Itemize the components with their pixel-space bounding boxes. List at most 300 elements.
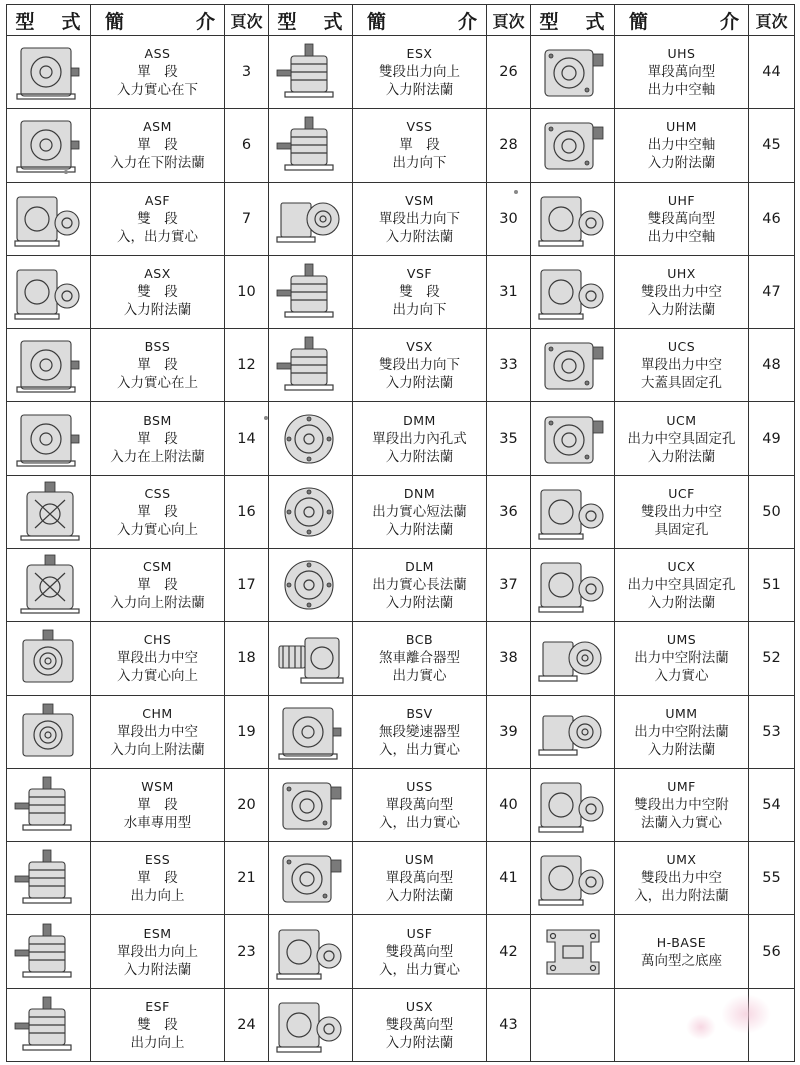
description-line: 入力在下附法蘭 [110,155,205,172]
model-description [353,768,487,841]
model-picture [269,915,353,988]
double-gearbox-icon [533,260,613,324]
description-line: 雙 段 [137,283,178,300]
description-line: 雙段萬向型 [385,1016,454,1033]
model-description [353,548,487,621]
page-number: 49 [749,402,795,475]
model-picture [269,475,353,548]
model-picture [269,329,353,402]
model-description [615,842,749,915]
model-code: USX [405,998,434,1014]
model-code: UHF [667,192,696,208]
model-description [91,768,225,841]
model-description [353,475,487,548]
model-picture [7,182,91,255]
page-number: 47 [749,255,795,328]
model-description [91,842,225,915]
description-line: 出力向下 [392,155,447,172]
description-line: 入力向上附法蘭 [110,741,205,758]
gearbox-universal-icon [533,407,613,471]
model-picture [269,109,353,182]
page-number: 19 [225,695,269,768]
header-page: 頁次 [487,5,531,36]
double-gearbox-icon [9,260,89,324]
model-picture [7,988,91,1061]
description-line: 出力向下 [392,301,447,318]
model-description [353,842,487,915]
table-row [7,915,795,988]
header-description: 簡 介 [353,5,487,36]
model-code: ESM [143,925,172,941]
header-model: 型 式 [531,5,615,36]
gearbox-round-icon [271,480,351,544]
description-line: 出力向上 [130,888,185,905]
description-line: 入，出力附法蘭 [634,888,729,905]
model-code: ESF [145,998,170,1014]
description-line: 單段出力中空 [117,650,198,667]
model-description [91,475,225,548]
description-line: 入力實心在上 [117,375,198,392]
gearbox-hollow-icon [9,700,89,764]
model-code: UCX [667,559,696,575]
model-picture [531,329,615,402]
model-code: ASS [144,46,171,62]
description-line: 出力實心長法蘭 [372,577,467,594]
model-description [615,329,749,402]
description-line: 單 段 [137,357,178,374]
model-description [91,255,225,328]
description-line: 出力實心短法蘭 [372,503,467,520]
page-number: 52 [749,622,795,695]
model-description [615,475,749,548]
description-line: 單段萬向型 [385,796,454,813]
description-line: 出力中空軸 [647,137,716,154]
description-line: 入力附法蘭 [385,448,454,465]
table-row [7,402,795,475]
model-code: VSX [406,339,433,355]
model-code: H-BASE [656,934,707,950]
header-row [7,5,795,36]
model-code: CSM [143,559,172,575]
description-line: 入力附法蘭 [385,228,454,245]
model-code: ESS [144,852,171,868]
model-picture [269,548,353,621]
description-line: 入力附法蘭 [385,595,454,612]
model-code: ASF [144,192,171,208]
gearbox-universal-icon [533,333,613,397]
table-row [7,182,795,255]
scan-stain [721,994,771,1034]
description-line: 雙 段 [137,210,178,227]
description-line: 入力在上附法蘭 [110,448,205,465]
double-gearbox-icon [271,993,351,1057]
model-picture [269,988,353,1061]
model-description [91,36,225,109]
description-line: 單 段 [137,503,178,520]
model-description [91,109,225,182]
page-number: 35 [487,402,531,475]
description-line: 無段變速器型 [379,723,460,740]
model-description [353,36,487,109]
description-line: 雙段出力中空附 [634,796,729,813]
gearbox-front-icon [9,113,89,177]
model-code: UMS [666,632,697,648]
description-line: 入力附法蘭 [385,82,454,99]
description-line: 單段出力中空 [641,357,722,374]
header-page: 頁次 [749,5,795,36]
model-code: WSM [141,778,174,794]
model-picture [7,402,91,475]
description-line: 雙段萬向型 [647,210,716,227]
description-line: 入力實心向上 [117,521,198,538]
gearbox-universal-icon [271,773,351,837]
description-line: 雙段出力中空 [641,503,722,520]
model-picture [269,695,353,768]
scan-speck [514,190,518,194]
page-number: 20 [225,768,269,841]
description-line: 雙段出力向上 [379,64,460,81]
header-page: 頁次 [225,5,269,36]
model-description [615,255,749,328]
page-number: 28 [487,109,531,182]
description-line: 單 段 [137,64,178,81]
gearbox-universal-icon [533,40,613,104]
page-number: 46 [749,182,795,255]
model-description [353,915,487,988]
model-picture [531,548,615,621]
model-picture [7,255,91,328]
double-gearbox-icon [533,480,613,544]
description-line: 雙段出力中空 [641,870,722,887]
description-line: 雙段萬向型 [385,943,454,960]
double-gearbox-icon [271,920,351,984]
model-description [91,622,225,695]
gearbox-vertical-icon [9,553,89,617]
description-line: 單段出力向上 [117,943,198,960]
gearbox-brake-icon [271,626,351,690]
gearbox-front-icon [9,333,89,397]
description-line: 雙 段 [399,283,440,300]
description-line: 單 段 [137,796,178,813]
page-number: 33 [487,329,531,402]
model-picture [269,768,353,841]
description-line: 入力向上附法蘭 [110,595,205,612]
gearbox-side-icon [271,260,351,324]
base-plate-icon [533,920,613,984]
model-picture [531,402,615,475]
table-row [7,768,795,841]
table-row [7,36,795,109]
gearbox-side-icon [9,773,89,837]
page-number: 18 [225,622,269,695]
page-number: 21 [225,842,269,915]
double-gearbox-icon [533,187,613,251]
catalog-sheet [6,4,794,1062]
model-index-table [6,4,795,1062]
model-code: CHM [142,705,173,721]
model-picture [531,622,615,695]
gearbox-side-icon [271,333,351,397]
model-picture [531,109,615,182]
description-line: 入，出力實心 [379,814,460,831]
gearbox-hollow-icon [9,626,89,690]
model-picture [531,36,615,109]
header-model: 型 式 [269,5,353,36]
model-code: USM [404,852,435,868]
description-line: 入力附法蘭 [647,741,716,758]
description-line: 出力中空具固定孔 [627,577,736,594]
model-code: UCM [666,412,697,428]
description-line: 入力實心向上 [117,668,198,685]
header-description: 簡 介 [615,5,749,36]
model-picture [269,402,353,475]
description-line: 出力中空附法蘭 [634,723,729,740]
model-code: UHX [667,265,696,281]
model-description [615,548,749,621]
model-description [91,548,225,621]
model-picture [7,915,91,988]
model-description [615,36,749,109]
model-description [91,329,225,402]
model-code: BSV [406,705,433,721]
model-description [615,915,749,988]
table-row [7,329,795,402]
description-line: 煞車離合器型 [379,650,460,667]
description-line: 單段萬向型 [647,64,716,81]
model-picture [531,475,615,548]
description-line: 單段出力中空 [117,723,198,740]
page-number: 23 [225,915,269,988]
page-number: 55 [749,842,795,915]
description-line: 入，出力實心 [379,961,460,978]
page-number: 42 [487,915,531,988]
page-number: 54 [749,768,795,841]
model-picture [7,109,91,182]
model-description [353,622,487,695]
model-picture [7,548,91,621]
model-code: ESX [406,46,433,62]
model-picture [531,988,615,1061]
description-line: 水車專用型 [123,814,192,831]
page-number: 17 [225,548,269,621]
model-picture [531,842,615,915]
model-code: UMF [667,778,696,794]
page-number: 39 [487,695,531,768]
page-number: 43 [487,988,531,1061]
page-number: 6 [225,109,269,182]
model-code: CSS [144,485,171,501]
gearbox-flange-icon [271,187,351,251]
description-line: 出力中空具固定孔 [627,430,736,447]
model-picture [269,182,353,255]
model-picture [7,622,91,695]
model-picture [7,695,91,768]
model-description [91,402,225,475]
model-code: USF [406,925,433,941]
model-picture [531,255,615,328]
model-picture [531,915,615,988]
page-number: 12 [225,329,269,402]
double-gearbox-icon [9,187,89,251]
model-picture [269,842,353,915]
description-line: 雙段出力向下 [379,357,460,374]
description-line: 出力中空附法蘭 [634,650,729,667]
description-line: 出力實心 [392,668,447,685]
description-line: 入，出力實心 [379,741,460,758]
model-picture [7,475,91,548]
gearbox-round-icon [271,553,351,617]
model-code: CHS [143,632,172,648]
description-line: 雙段出力中空 [641,283,722,300]
page-number: 26 [487,36,531,109]
table-row [7,255,795,328]
page-number: 45 [749,109,795,182]
model-code: USS [406,778,433,794]
page-number: 56 [749,915,795,988]
model-description [615,182,749,255]
model-code: UCS [667,339,696,355]
gearbox-vertical-icon [9,480,89,544]
page-number: 53 [749,695,795,768]
model-code: ASM [143,119,172,135]
gearbox-universal-icon [271,846,351,910]
table-row [7,475,795,548]
model-code: VSF [406,265,433,281]
model-code: DLM [405,559,434,575]
description-line: 入力附法蘭 [385,375,454,392]
double-gearbox-icon [533,553,613,617]
model-description [353,109,487,182]
double-gearbox-icon [533,846,613,910]
table-row [7,988,795,1061]
model-code: ASX [144,265,171,281]
description-line: 單 段 [399,137,440,154]
page-number: 50 [749,475,795,548]
model-code: UHM [666,119,697,135]
model-description [91,915,225,988]
model-description [91,988,225,1061]
page-number: 3 [225,36,269,109]
model-description [353,182,487,255]
model-description [353,329,487,402]
description-line: 萬向型之底座 [641,952,722,969]
description-line: 雙 段 [137,1016,178,1033]
header-description: 簡 介 [91,5,225,36]
model-description [353,988,487,1061]
model-picture [7,329,91,402]
description-line: 出力向上 [130,1034,185,1051]
model-description [615,768,749,841]
model-picture [531,768,615,841]
model-picture [531,695,615,768]
model-code: UMX [666,852,697,868]
description-line: 入力附法蘭 [385,521,454,538]
model-picture [531,182,615,255]
model-code: BSM [143,412,172,428]
page-number: 24 [225,988,269,1061]
model-code: BCB [405,632,434,648]
page-number: 14 [225,402,269,475]
description-line: 入力附法蘭 [385,888,454,905]
description-line: 具固定孔 [654,521,709,538]
description-line: 入力附法蘭 [647,448,716,465]
page-number: 36 [487,475,531,548]
header-model: 型 式 [7,5,91,36]
description-line: 入力實心在下 [117,82,198,99]
model-description [91,695,225,768]
model-picture [7,36,91,109]
model-description [91,182,225,255]
page-number: 16 [225,475,269,548]
model-code: DMM [403,412,436,428]
gearbox-front-icon [271,700,351,764]
gearbox-flange-icon [533,700,613,764]
model-description [615,695,749,768]
description-line: 入力附法蘭 [123,301,192,318]
gearbox-flange-icon [533,626,613,690]
model-description [353,695,487,768]
table-row [7,842,795,915]
page-number: 51 [749,548,795,621]
page-number: 38 [487,622,531,695]
model-picture [7,842,91,915]
page-number: 7 [225,182,269,255]
table-row [7,622,795,695]
description-line: 入力附法蘭 [647,595,716,612]
model-description [353,402,487,475]
model-description [615,622,749,695]
description-line: 大蓋具固定孔 [641,375,722,392]
model-picture [7,768,91,841]
gearbox-side-icon [9,993,89,1057]
page-number: 31 [487,255,531,328]
model-picture [269,622,353,695]
gearbox-side-icon [9,846,89,910]
model-description [353,255,487,328]
description-line: 單 段 [137,870,178,887]
description-line: 單段萬向型 [385,870,454,887]
description-line: 法蘭入力實心 [641,814,722,831]
description-line: 入力附法蘭 [647,155,716,172]
model-description [615,402,749,475]
model-code: UMM [665,705,698,721]
model-code: VSM [405,192,434,208]
gearbox-side-icon [9,920,89,984]
description-line: 單 段 [137,577,178,594]
model-code: UHS [667,46,696,62]
page-number: 10 [225,255,269,328]
double-gearbox-icon [533,773,613,837]
description-line: 單 段 [137,137,178,154]
gearbox-front-icon [9,407,89,471]
gearbox-universal-icon [533,113,613,177]
page-number: 37 [487,548,531,621]
model-description [615,109,749,182]
description-line: 單段出力內孔式 [372,430,467,447]
description-line: 入力附法蘭 [123,961,192,978]
model-code: UCF [668,485,695,501]
page-number: 41 [487,842,531,915]
description-line: 出力中空軸 [647,228,716,245]
model-code: VSS [406,119,433,135]
gearbox-side-icon [271,40,351,104]
model-code: DNM [403,485,436,501]
page-number: 40 [487,768,531,841]
page-number: 48 [749,329,795,402]
scan-speck [264,416,268,420]
scan-stain [686,1014,716,1040]
gearbox-round-icon [271,407,351,471]
